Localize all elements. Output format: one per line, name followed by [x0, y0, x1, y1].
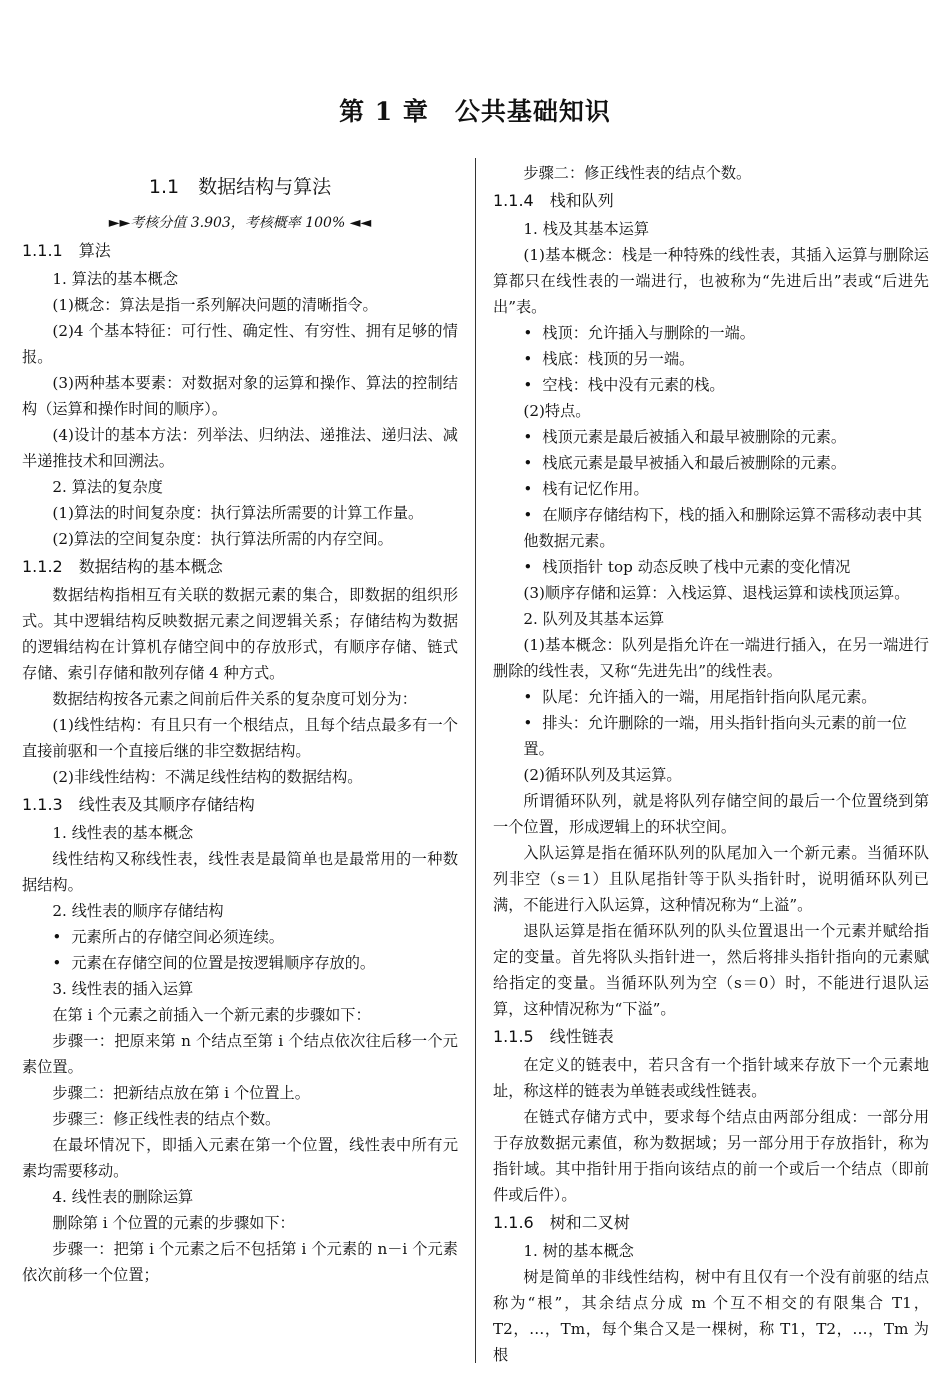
item-heading: 4. 线性表的删除运算 [52, 1188, 194, 1206]
subsection-heading: 1.1.6 树和二叉树 [493, 1213, 630, 1232]
paragraph: 步骤二：修正线性表的结点个数。 [523, 164, 752, 182]
item-heading: 2. 线性表的顺序存储结构 [52, 902, 224, 920]
paragraph: 在定义的链表中，若只含有一个指针域来存放下一个元素地址，称这样的链表为单链表或线性链表。 [493, 1056, 929, 1100]
paragraph: (2)4 个基本特征：可行性、确定性、有穷性、拥有足够的情报。 [22, 322, 458, 366]
paragraph: 退队运算是指在循环队列的队头位置退出一个元素并赋给指定的变量。首先将队头指针进一，然后将排头指针指向的元素赋给指定的变量。当循环队列为空（s＝0）时，不能进行退队运算，这种情况称为“下溢”。 [493, 922, 929, 1018]
paragraph: 步骤一：把第 i 个元素之后不包括第 i 个元素的 n－i 个元素依次前移一个位置； [22, 1240, 458, 1284]
bullet-item: • 栈底：栈顶的另一端。 [493, 346, 929, 372]
bullet-item: • 元素所占的存储空间必须连续。 [22, 924, 458, 950]
right-column [493, 160, 929, 1368]
subsection-heading: 1.1.4 栈和队列 [493, 191, 614, 210]
paragraph: (4)设计的基本方法：列举法、归纳法、递推法、递归法、减半递推技术和回溯法。 [22, 426, 458, 470]
subsection-heading: 1.1.5 线性链表 [493, 1027, 614, 1046]
subsection-heading: 1.1.2 数据结构的基本概念 [22, 557, 223, 576]
bullet-item: • 队尾：允许插入的一端，用尾指针指向队尾元素。 [493, 684, 929, 710]
item-heading: 1. 算法的基本概念 [52, 270, 179, 288]
chapter-title: 第 1 章 公共基础知识 [339, 97, 611, 126]
paragraph: 线性结构又称线性表，线性表是最简单也是最常用的一种数据结构。 [22, 850, 458, 894]
paragraph: 删除第 i 个位置的元素的步骤如下： [52, 1214, 295, 1232]
paragraph: 所谓循环队列，就是将队列存储空间的最后一个位置绕到第一个位置，形成逻辑上的环状空间。 [493, 792, 929, 836]
subsection-heading: 1.1.1 算法 [22, 241, 111, 260]
paragraph: (2)循环队列及其运算。 [523, 766, 682, 784]
subsection-heading: 1.1.3 线性表及其顺序存储结构 [22, 795, 255, 814]
paragraph: (1)基本概念：栈是一种特殊的线性表，其插入运算与删除运算都只在线性表的一端进行，也被称为“先进后出”表或“后进先出”表。 [493, 246, 929, 316]
paragraph: (2)非线性结构：不满足线性结构的数据结构。 [52, 768, 363, 786]
bullet-item: • 空栈：栈中没有元素的栈。 [493, 372, 929, 398]
paragraph: 数据结构按各元素之间前后件关系的复杂度可划分为： [52, 690, 417, 708]
paragraph: (3)两种基本要素：对数据对象的运算和操作、算法的控制结构（运算和操作时间的顺序）。 [22, 374, 458, 418]
item-heading: 1. 树的基本概念 [523, 1242, 634, 1260]
bullet-item: • 元素在存储空间的位置是按逻辑顺序存放的。 [22, 950, 458, 976]
paragraph: (2)算法的空间复杂度：执行算法所需的内存空间。 [52, 530, 393, 548]
bullet-item: • 栈有记忆作用。 [493, 476, 929, 502]
item-heading: 2. 算法的复杂度 [52, 478, 163, 496]
paragraph: (1)概念：算法是指一系列解决问题的清晰指令。 [52, 296, 378, 314]
bullet-item: • 栈顶指针 top 动态反映了栈中元素的变化情况 [493, 554, 929, 580]
paragraph: 在链式存储方式中，要求每个结点由两部分组成：一部分用于存放数据元素值，称为数据域；另一部分用于存放指针，称为指针域。其中指针用于指向该结点的前一个或后一个结点（即前件或后件）。 [493, 1108, 929, 1204]
exam-note: ►►考核分值 3.903，考核概率 100% ◄◄ [108, 215, 372, 231]
bullet-item: • 栈顶元素是最后被插入和最早被删除的元素。 [493, 424, 929, 450]
section-heading: 1.1 数据结构与算法 [148, 176, 332, 198]
paragraph: (3)顺序存储和运算：入栈运算、退栈运算和读栈顶运算。 [523, 584, 910, 602]
item-heading: 2. 队列及其基本运算 [523, 610, 665, 628]
bullet-item: • 栈顶：允许插入与删除的一端。 [493, 320, 929, 346]
paragraph: 步骤二：把新结点放在第 i 个位置上。 [52, 1084, 310, 1102]
paragraph: 数据结构指相互有关联的数据元素的集合，即数据的组织形式。其中逻辑结构反映数据元素之间逻辑关系；存储结构为数据的逻辑结构在计算机存储空间中的存放形式，有顺序存储、链式存储、索引存储和散列存储 4 种方式。 [22, 586, 458, 682]
paragraph: (1)算法的时间复杂度：执行算法所需要的计算工作量。 [52, 504, 424, 522]
item-heading: 1. 线性表的基本概念 [52, 824, 194, 842]
bullet-item: • 在顺序存储结构下，栈的插入和删除运算不需移动表中其他数据元素。 [493, 502, 929, 554]
paragraph: (2)特点。 [523, 402, 591, 420]
paragraph: 步骤三：修正线性表的结点个数。 [52, 1110, 281, 1128]
paragraph: 树是简单的非线性结构，树中有且仅有一个没有前驱的结点称为“根”，其余结点分成 m 个互不相交的有限集合 T1，T2，…，Tm，每个集合又是一棵树，称 T1，T2，…，Tm 为根 [493, 1268, 929, 1364]
paragraph: 在第 i 个元素之前插入一个新元素的步骤如下： [52, 1006, 371, 1024]
paragraph: (1)线性结构：有且只有一个根结点，且每个结点最多有一个直接前驱和一个直接后继的非空数据结构。 [22, 716, 458, 760]
paragraph: (1)基本概念：队列是指允许在一端进行插入，在另一端进行删除的线性表，又称“先进先出”的线性表。 [493, 636, 929, 680]
column-divider [475, 158, 476, 1363]
left-column [22, 170, 458, 1288]
bullet-item: • 排头：允许删除的一端，用头指针指向头元素的前一位置。 [493, 710, 929, 762]
paragraph: 步骤一：把原来第 n 个结点至第 i 个结点依次往后移一个元素位置。 [22, 1032, 458, 1076]
item-heading: 1. 栈及其基本运算 [523, 220, 650, 238]
paragraph: 在最坏情况下，即插入元素在第一个位置，线性表中所有元素均需要移动。 [22, 1136, 458, 1180]
paragraph: 入队运算是指在循环队列的队尾加入一个新元素。当循环队列非空（s＝1）且队尾指针等于队头指针时，说明循环队列已满，不能进行入队运算，这种情况称为“上溢”。 [493, 844, 929, 914]
item-heading: 3. 线性表的插入运算 [52, 980, 194, 998]
bullet-item: • 栈底元素是最早被插入和最后被删除的元素。 [493, 450, 929, 476]
